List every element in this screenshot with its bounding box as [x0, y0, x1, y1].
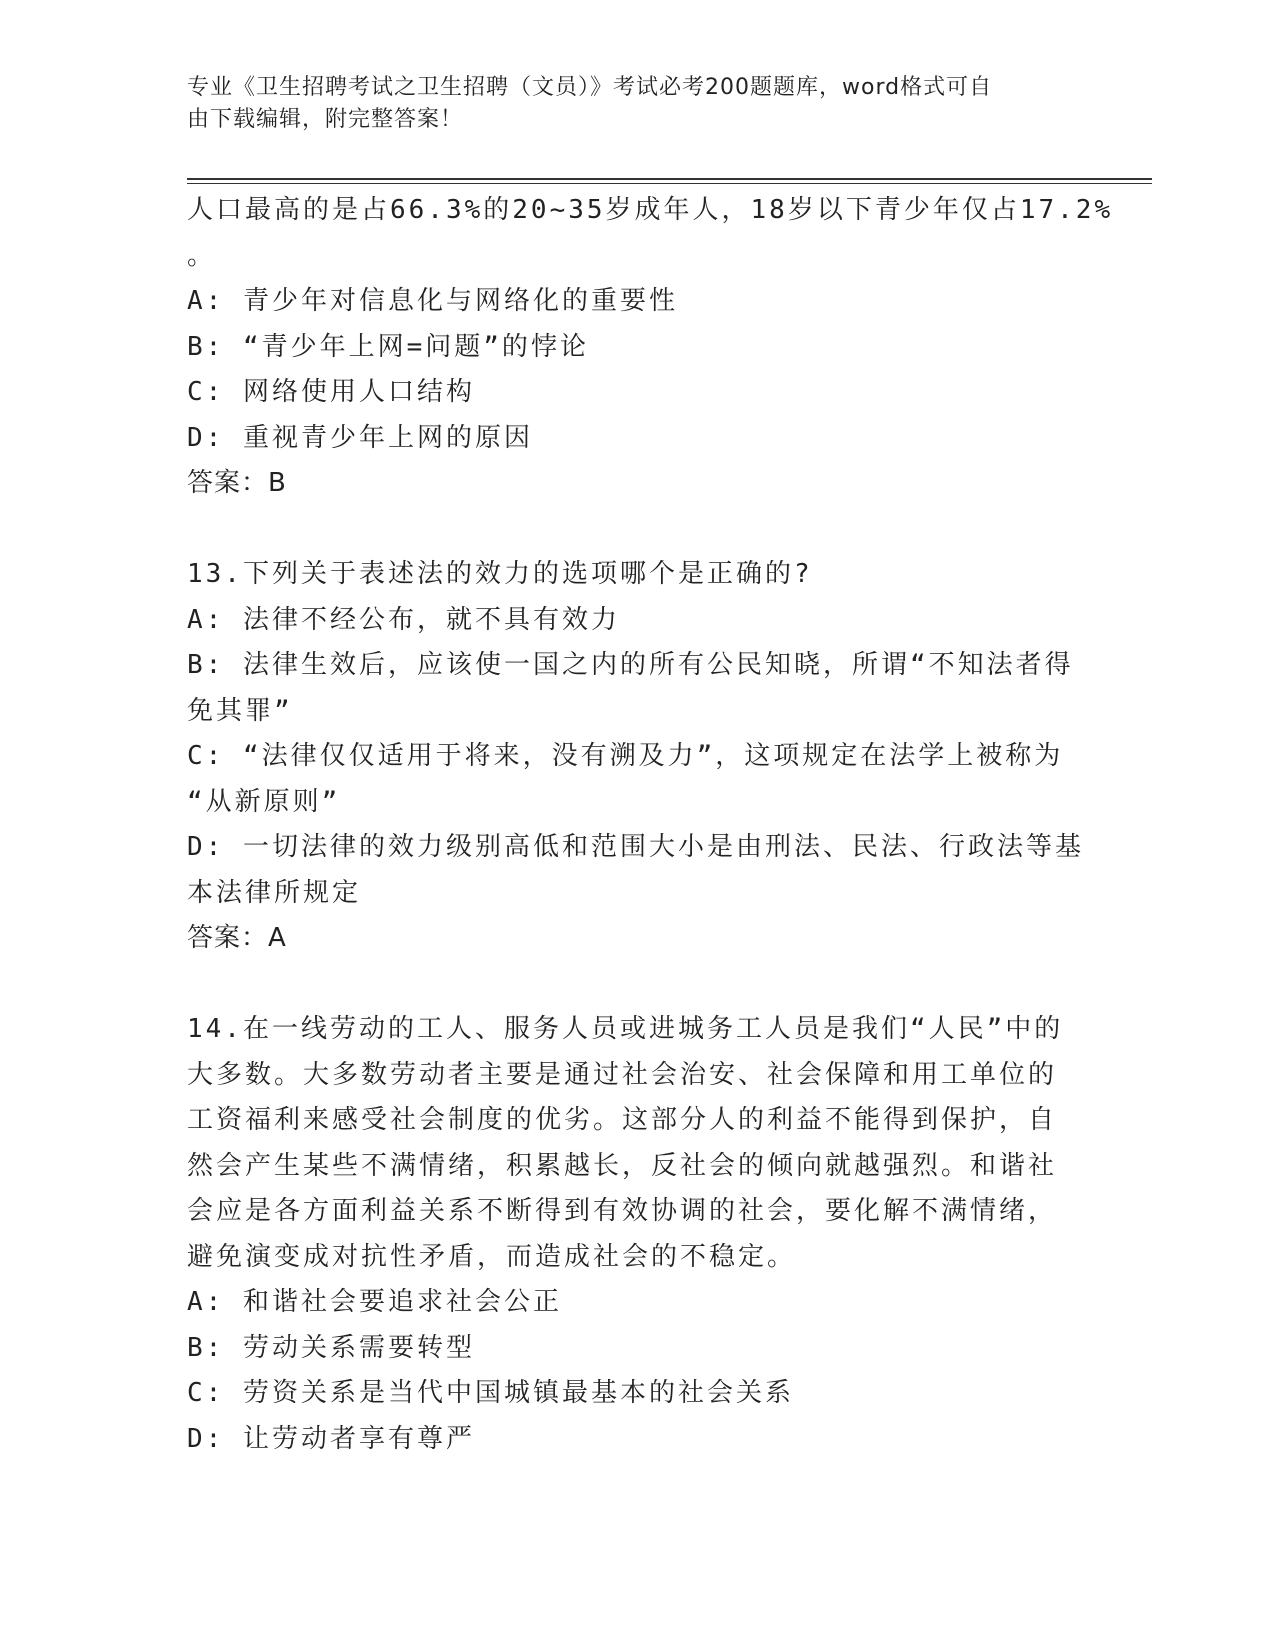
option-c: C: 网络使用人口结构	[187, 377, 475, 407]
option-c: C: “法律仅仅适用于将来，没有溯及力”，这项规定在法学上被称为	[187, 741, 1064, 771]
option-d: D: 重视青少年上网的原因	[187, 422, 533, 453]
question-stem-line: 13.下列关于表述法的效力的选项哪个是正确的?	[187, 559, 813, 589]
option-d-continued: 本法律所规定	[187, 877, 362, 908]
question-stem-line: 避免演变成对抗性矛盾，而造成社会的不稳定。	[187, 1241, 797, 1272]
option-b: B: 劳动关系需要转型	[187, 1332, 475, 1363]
option-a: A: 和谐社会要追求社会公正	[187, 1287, 562, 1317]
question-stem-line: 人口最高的是占66.3%的20~35岁成年人，18岁以下青少年仅占17.2%	[187, 195, 1114, 225]
question-stem-line: 14.在一线劳动的工人、服务人员或进城务工人员是我们“人民”中的	[187, 1014, 1064, 1044]
question-stem-line: 。	[187, 240, 217, 271]
header-rule-thick	[187, 178, 1152, 180]
question-13	[187, 552, 1087, 962]
option-b-continued: 免其罪”	[187, 695, 293, 726]
question-stem-line: 大多数。大多数劳动者主要是通过社会治安、社会保障和用工单位的	[187, 1059, 1058, 1090]
option-b: B: “青少年上网=问题”的悖论	[187, 331, 589, 362]
question-stem-line: 工资福利来感受社会制度的优劣。这部分人的利益不能得到保护，自	[187, 1105, 1058, 1135]
answer-label: 答案：B	[187, 468, 287, 498]
answer-label: 答案：A	[187, 923, 287, 953]
question-content	[187, 188, 1114, 1462]
option-b: B: 法律生效后，应该使一国之内的所有公民知晓，所谓“不知法者得	[187, 650, 1074, 680]
option-a: A: 青少年对信息化与网络化的重要性	[187, 286, 678, 316]
spacer	[187, 507, 1087, 553]
option-d: D: 一切法律的效力级别高低和范围大小是由刑法、民法、行政法等基	[187, 832, 1084, 862]
option-a: A: 法律不经公布，就不具有效力	[187, 604, 620, 635]
option-c-continued: “从新原则”	[187, 786, 341, 817]
option-d: D: 让劳动者享有尊严	[187, 1423, 475, 1454]
page-header	[187, 72, 1067, 136]
option-c: C: 劳资关系是当代中国城镇最基本的社会关系	[187, 1378, 794, 1408]
spacer	[187, 962, 1087, 1008]
question-stem-line: 会应是各方面利益关系不断得到有效协调的社会，要化解不满情绪，	[187, 1196, 1058, 1226]
header-line-1: 专业《卫生招聘考试之卫生招聘（文员）》考试必考200题题库，word格式可自	[187, 75, 993, 100]
question-12	[187, 188, 1114, 507]
question-14	[187, 1007, 1087, 1462]
question-stem-line: 然会产生某些不满情绪，积累越长，反社会的倾向就越强烈。和谐社	[187, 1150, 1058, 1181]
header-rule-thin	[187, 183, 1152, 184]
header-line-2: 由下载编辑，附完整答案！	[187, 107, 464, 132]
